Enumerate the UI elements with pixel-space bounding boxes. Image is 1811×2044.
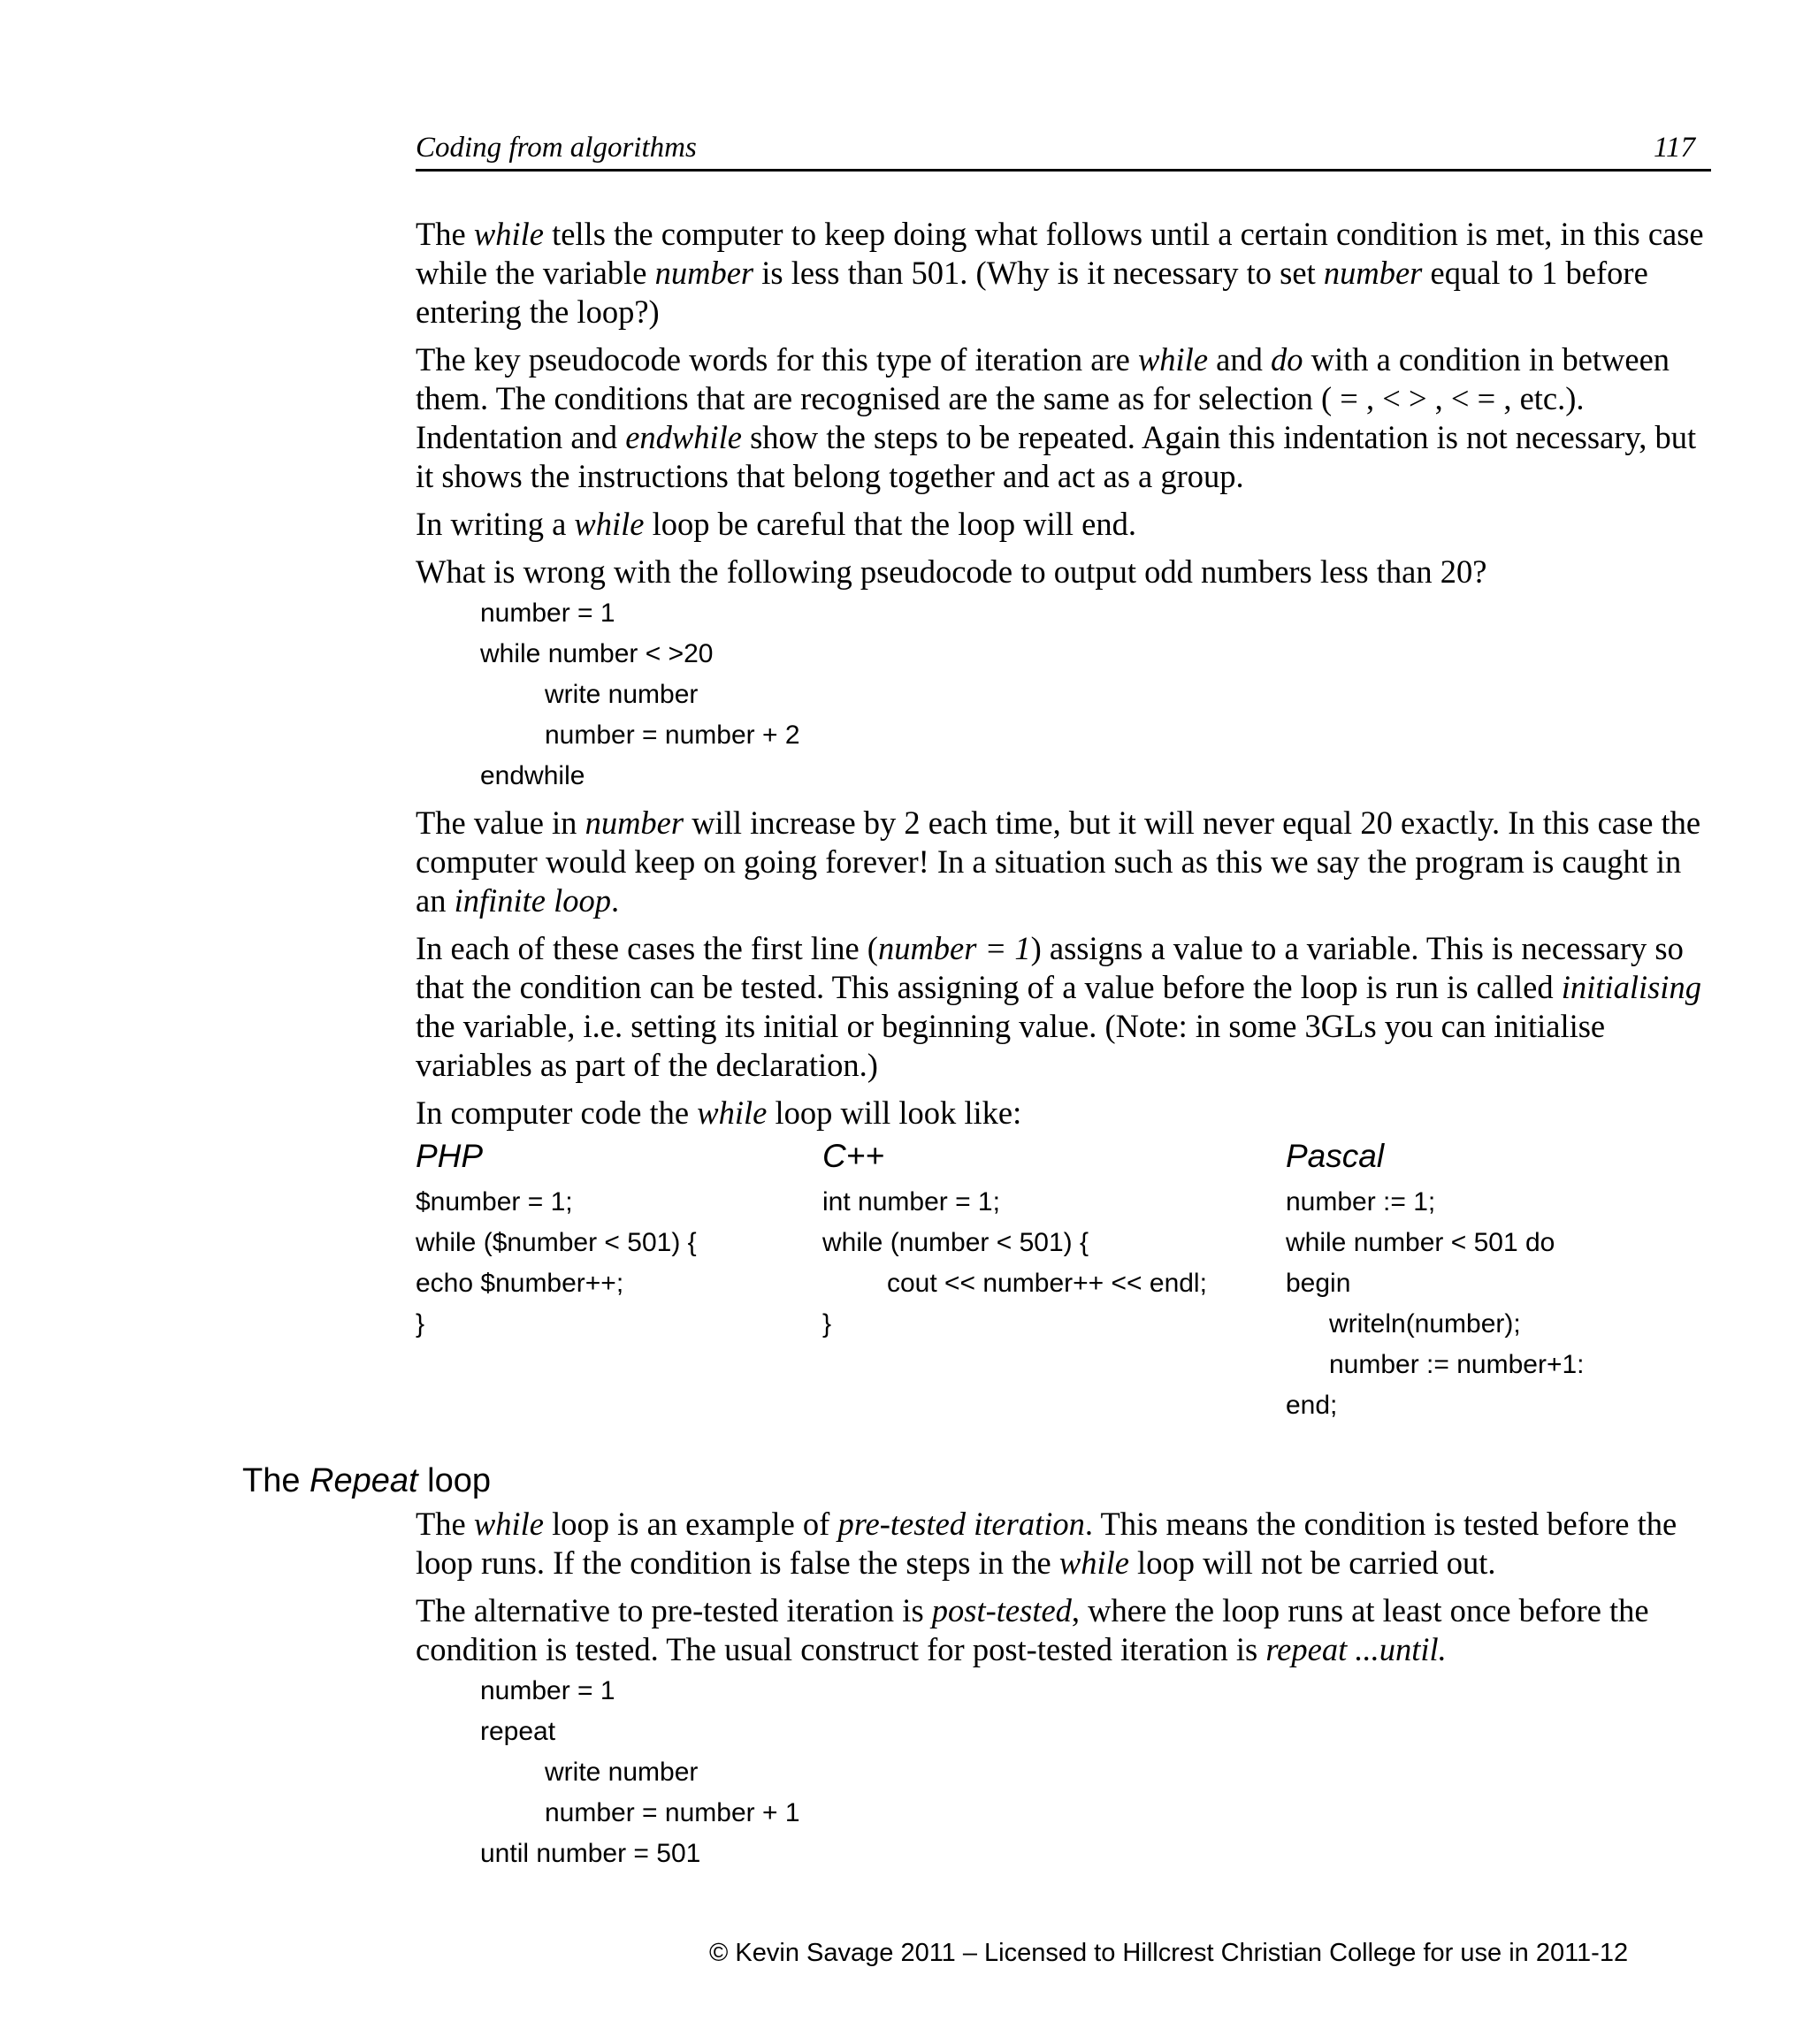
code-line: write number	[545, 1758, 699, 1787]
paragraph-computer-code: In computer code the while loop will look like:	[416, 1094, 1022, 1131]
paragraph-pre-tested: The while loop is an example of pre-tested iteration. This means the condition is tested before the loop runs. If the condition is false the steps in the while loop will not be carried out.	[416, 1506, 1677, 1581]
code-line: number = number + 2	[545, 721, 800, 750]
chapter-title: Coding from algorithms	[416, 132, 697, 164]
copyright-footer: © Kevin Savage 2011 – Licensed to Hillcrest Christian College for use in 2011-12	[709, 1939, 1629, 1967]
paragraph-infinite-loop: The value in number will increase by 2 each time, but it will never equal 20 exactly. In this case the computer would keep on going forever! In a situation such as this we say the program is caught in an infinite loop.	[416, 805, 1701, 919]
pseudocode-while	[416, 593, 1711, 797]
php-heading: PHP	[416, 1138, 484, 1174]
code-line: cout << number++ << endl;	[887, 1269, 1207, 1298]
code-line: number = 1	[480, 599, 615, 628]
language-examples	[416, 1136, 1711, 1426]
paragraph-careful: In writing a while loop be careful that the loop will end.	[416, 506, 1136, 542]
code-line: $number = 1;	[416, 1187, 573, 1216]
code-line: number := 1;	[1286, 1187, 1436, 1216]
code-line: while number < >20	[480, 639, 714, 668]
code-line: }	[416, 1309, 425, 1339]
main-text-upper	[416, 215, 1711, 1426]
code-line: echo $number++;	[416, 1269, 624, 1298]
pseudocode-repeat	[416, 1671, 1711, 1874]
code-line: end;	[1286, 1391, 1338, 1420]
code-line: until number = 501	[480, 1839, 701, 1868]
paragraph-post-tested: The alternative to pre-tested iteration is post-tested, where the loop runs at least once before the condition is tested. The usual construct for post-tested iteration is repeat ...until.	[416, 1592, 1649, 1667]
paragraph-key-words: The key pseudocode words for this type of iteration are while and do with a condition in between them. The conditions that are recognised are the same as for selection ( = , < > , < = , etc.). Indentation and endwhile show the steps to be repeated. Again this indentation is not necessary, but it shows the instructions that belong together and act as a group.	[416, 341, 1697, 494]
paragraph-while-intro: The while tells the computer to keep doing what follows until a certain condition is met, in this case while the variable number is less than 501. (Why is it necessary to set number equal to 1 before entering the loop?)	[416, 216, 1704, 330]
pascal-heading: Pascal	[1286, 1138, 1385, 1174]
code-line: int number = 1;	[822, 1187, 1000, 1216]
code-line: begin	[1286, 1269, 1351, 1298]
code-line: repeat	[480, 1717, 556, 1746]
page-number: 117	[1653, 132, 1695, 164]
code-line: while number < 501 do	[1286, 1228, 1555, 1257]
running-header	[416, 128, 1711, 172]
php-example	[416, 1136, 822, 1426]
code-line: number = 1	[480, 1676, 615, 1705]
code-line: number := number+1:	[1329, 1350, 1585, 1379]
paragraph-initialising: In each of these cases the first line (number = 1) assigns a value to a variable. This is necessary so that the condition can be tested. This assigning of a value before the loop is run is called initialising the variable, i.e. setting its initial or beginning value. (Note: in some 3GLs you can initialise variables as part of the declaration.)	[416, 930, 1701, 1083]
main-text-lower	[416, 1505, 1711, 1881]
code-line: while ($number < 501) {	[416, 1228, 697, 1257]
paragraph-question: What is wrong with the following pseudocode to output odd numbers less than 20?	[416, 553, 1487, 590]
code-line: number = number + 1	[545, 1798, 800, 1827]
code-line: while (number < 501) {	[822, 1228, 1089, 1257]
code-line: endwhile	[480, 761, 585, 790]
code-line: write number	[545, 680, 699, 709]
section-heading-repeat-loop: The Repeat loop	[242, 1462, 491, 1499]
code-line: writeln(number);	[1329, 1309, 1521, 1339]
code-line: }	[822, 1309, 832, 1339]
cpp-heading: C++	[822, 1138, 884, 1174]
pascal-example	[1286, 1136, 1701, 1426]
cpp-example	[822, 1136, 1286, 1426]
